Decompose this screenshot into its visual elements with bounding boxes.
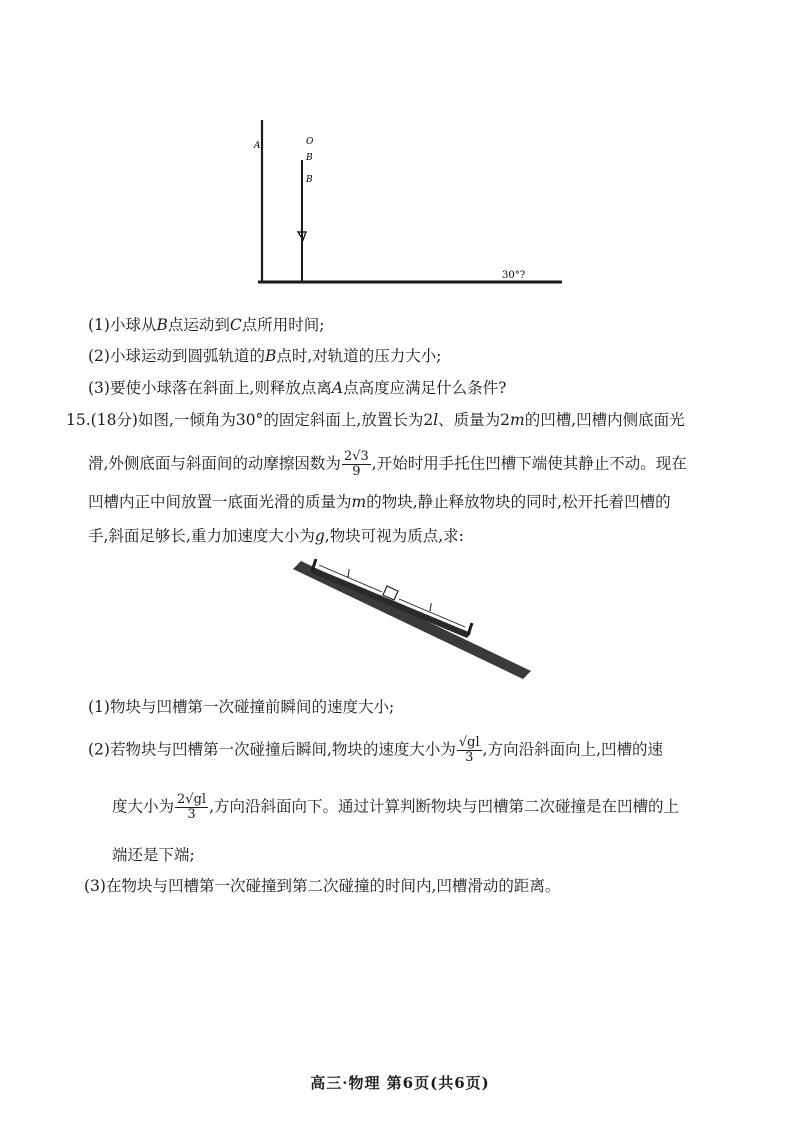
q15-sub2-line2: 度大小为 $\frac{2√gl}{3}$ ,方向沿斜面向下。通过计算判断物块与凹槽第二次碰撞是在凹槽的上 [112, 792, 679, 822]
q15-line3: 凹槽内正中间放置一底面光滑的质量为m的物块,静止释放物块的同时,松开托着凹槽的 [88, 493, 671, 511]
q15-line2: 滑,外侧底面与斜面间的动摩擦因数为 $\frac{2√3}{9}$ ,开始时用手托住凹槽下端使其静止不动。现在 [88, 449, 687, 479]
friction-coefficient-fraction: $\frac{2√3}{9}$ [343, 449, 369, 479]
q15-line1: 15.(18分)如图,一倾角为30°的固定斜面上,放置长为2l、质量为2m的凹槽,凹槽内侧底面光 [66, 411, 685, 429]
label-l-right: l [429, 603, 433, 614]
track-figure [250, 120, 570, 290]
groove-base [311, 568, 471, 638]
q15-sub3: (3)在物块与凹槽第一次碰撞到第二次碰撞的时间内,凹槽滑动的距离。 [84, 877, 561, 895]
q15-sub1: (1)物块与凹槽第一次碰撞前瞬间的速度大小; [88, 698, 395, 716]
angle-label: 30°? [502, 270, 526, 281]
question-number: 15. [66, 411, 91, 429]
q15-sub2-line3: 端还是下端; [112, 846, 195, 864]
label-b1: B [306, 153, 313, 163]
incline-groove-figure [285, 555, 535, 685]
q14-sub3: (3)要使小球落在斜面上,则释放点离A点高度应满足什么条件? [88, 379, 507, 397]
groove-lower-wall [468, 623, 472, 635]
page-footer: 高三·物理 第6页(共6页) [310, 1074, 490, 1092]
velocity-block-fraction: $\frac{√gl}{3}$ [458, 735, 480, 765]
velocity-groove-fraction: $\frac{2√gl}{3}$ [177, 792, 207, 822]
label-a: A [254, 141, 261, 151]
label-b2: B [306, 175, 313, 185]
label-o: O [306, 137, 314, 147]
label-l-left: l [347, 569, 351, 580]
q15-sub2-line1: (2)若物块与凹槽第一次碰撞后瞬间,物块的速度大小为 $\frac{√gl}{3}$ ,方向沿斜面向上,凹槽的速 [88, 735, 664, 765]
q15-line4: 手,斜面足够长,重力加速度大小为g,物块可视为质点,求: [88, 527, 464, 545]
q14-sub2: (2)小球运动到圆弧轨道的B点时,对轨道的压力大小; [88, 347, 442, 365]
q14-sub1: (1)小球从B点运动到C点所用时间; [88, 316, 325, 334]
